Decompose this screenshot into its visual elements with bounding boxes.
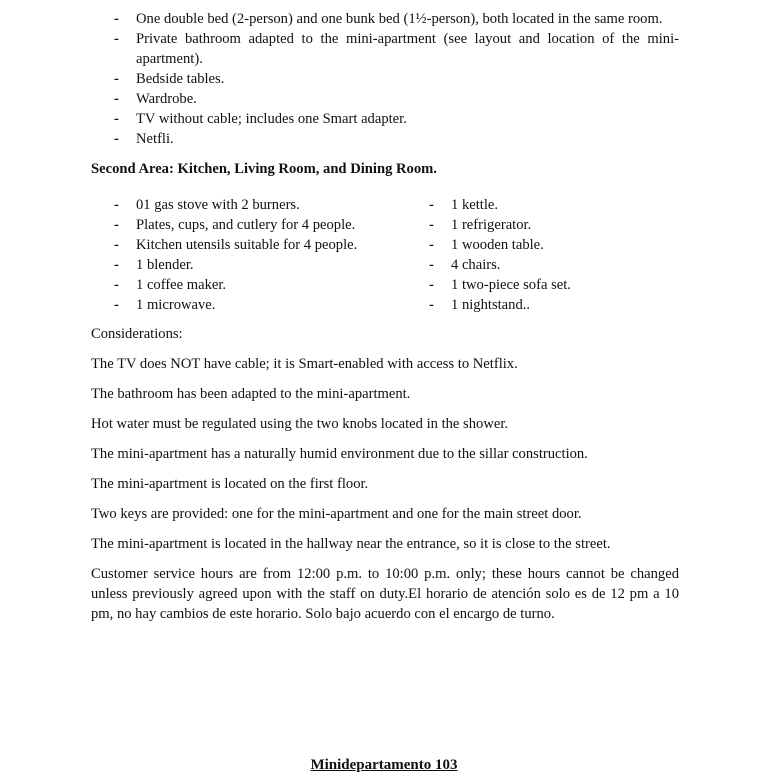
- list-item: - TV without cable; includes one Smart adapter.: [91, 109, 679, 129]
- list-item: - 1 two-piece sofa set.: [406, 275, 706, 295]
- consideration-paragraph: The mini-apartment is located on the first floor.: [91, 476, 369, 492]
- list-item: - 01 gas stove with 2 burners.: [91, 195, 411, 215]
- footer-title: Minidepartamento 103: [310, 757, 458, 773]
- consideration-paragraph: Two keys are provided: one for the mini-apartment and one for the main street door.: [91, 506, 582, 522]
- considerations-section: [91, 324, 679, 624]
- consideration-paragraph: Hot water must be regulated using the two knobs located in the shower.: [91, 416, 509, 432]
- list-item: - 1 wooden table.: [406, 235, 706, 255]
- list-item: - One double bed (2-person) and one bunk bed (1½-person), both located in the same room.: [91, 9, 679, 29]
- list-item: - 1 blender.: [91, 255, 411, 275]
- list-item: - 1 coffee maker.: [91, 275, 411, 295]
- list-item: - 1 nightstand..: [406, 295, 706, 315]
- list-item: - 4 chairs.: [406, 255, 706, 275]
- list-item: - 1 microwave.: [91, 295, 411, 315]
- consideration-paragraph: The mini-apartment is located in the hallway near the entrance, so it is close to the street.: [91, 536, 611, 552]
- list-item: - 1 refrigerator.: [406, 215, 706, 235]
- list-item: - Private bathroom adapted to the mini-apartment (see layout and location of the mini-apartment).: [91, 29, 679, 69]
- consideration-paragraph: The TV does NOT have cable; it is Smart-enabled with access to Netflix.: [91, 356, 518, 372]
- kitchen-items-right-list: [406, 195, 706, 315]
- consideration-paragraph: The mini-apartment has a naturally humid environment due to the sillar construction.: [91, 446, 588, 462]
- kitchen-items-left-list: [91, 195, 411, 315]
- list-item: - Bedside tables.: [91, 69, 679, 89]
- list-item: - Netfli.: [91, 129, 679, 149]
- section-heading: Second Area: Kitchen, Living Room, and Dining Room.: [91, 161, 437, 177]
- list-item: - Plates, cups, and cutlery for 4 people.: [91, 215, 411, 235]
- considerations-title: Considerations:: [91, 326, 183, 342]
- room-items-list: [91, 9, 679, 149]
- consideration-paragraph: Customer service hours are from 12:00 p.m. to 10:00 p.m. only; these hours cannot be changed unless previously agreed upon with the staff on duty.El horario de atención solo es de 12 pm a 10 pm, no hay cambios de este horario. Solo bajo acuerdo con el encargo de turno.: [91, 566, 679, 622]
- consideration-paragraph: The bathroom has been adapted to the mini-apartment.: [91, 386, 411, 402]
- list-item: - Wardrobe.: [91, 89, 679, 109]
- list-item: - 1 kettle.: [406, 195, 706, 215]
- list-item: - Kitchen utensils suitable for 4 people.: [91, 235, 411, 255]
